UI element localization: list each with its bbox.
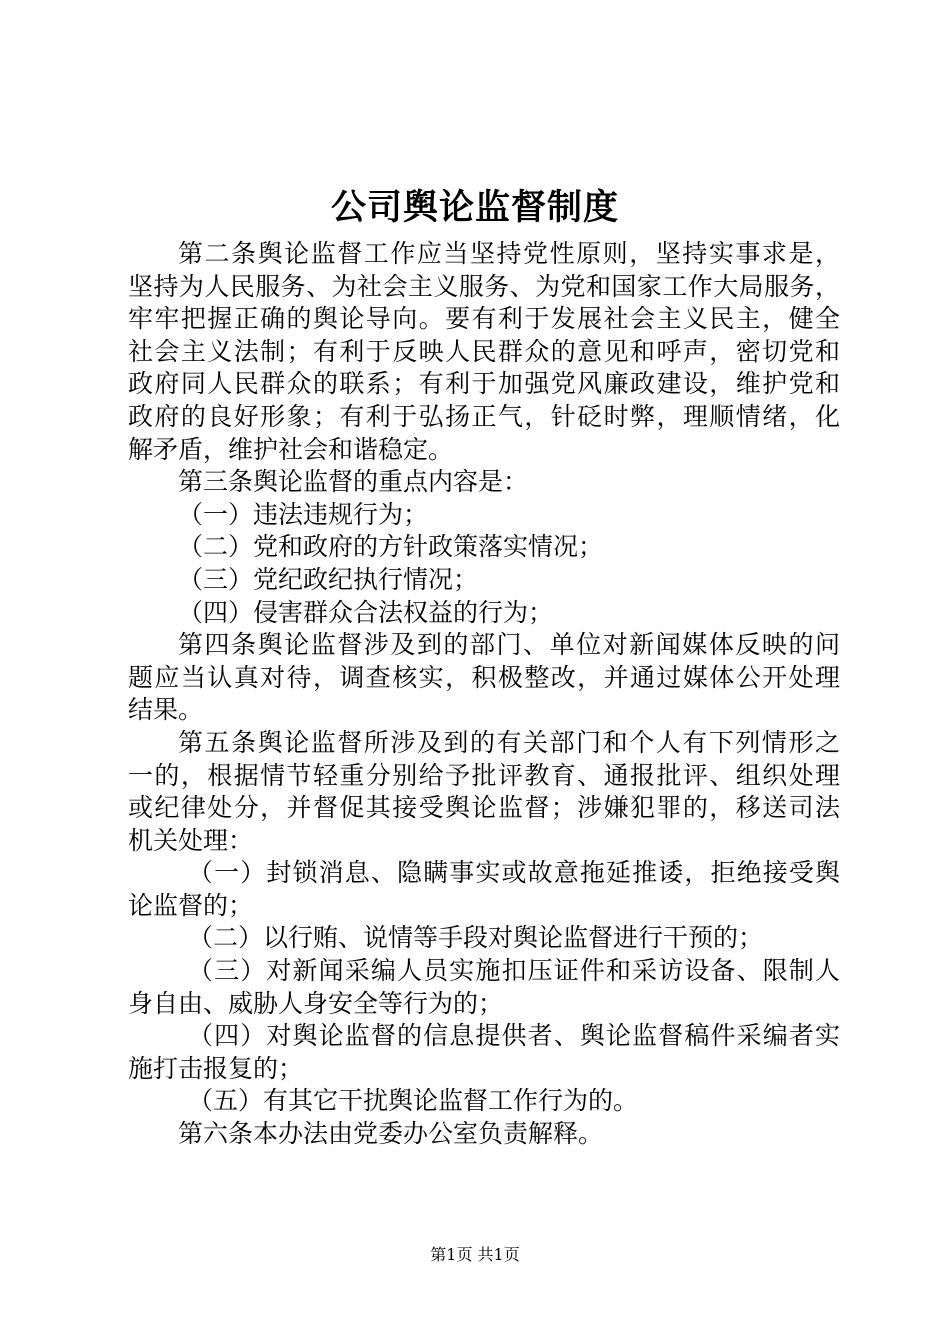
text-line: 第五条舆论监督所涉及到的有关部门和个人有下列情形之 <box>178 727 840 757</box>
list-item: （三）党纪政纪执行情况； <box>178 564 479 594</box>
list-item: 施打击报复的； <box>128 1053 304 1083</box>
text-line: 政府的良好形象；有利于弘扬正气，针砭时弊，理顺情绪，化 <box>128 401 840 431</box>
text-line: 一的，根据情节轻重分别给予批评教育、通报批评、组织处理 <box>128 760 840 790</box>
document-body <box>128 238 840 1151</box>
list-item: （二）党和政府的方针政策落实情况； <box>178 532 604 562</box>
list-item: （五）有其它干扰舆论监督工作行为的。 <box>188 1086 639 1116</box>
list-item: （三）对新闻采编人员实施扣压证件和采访设备、限制人 <box>188 956 840 986</box>
text-line: 解矛盾，维护社会和谐稳定。 <box>128 434 454 464</box>
list-item: （四）侵害群众合法权益的行为； <box>178 597 554 627</box>
text-line: 第三条舆论监督的重点内容是： <box>178 467 529 497</box>
list-item: （四）对舆论监督的信息提供者、舆论监督稿件采编者实 <box>188 1021 840 1051</box>
text-line: 题应当认真对待，调查核实，积极整改，并通过媒体公开处理 <box>128 662 840 692</box>
text-line: 政府同人民群众的联系；有利于加强党风廉政建设，维护党和 <box>128 369 840 399</box>
list-item: （二）以行贿、说情等手段对舆论监督进行干预的； <box>188 923 764 953</box>
text-line: 坚持为人民服务、为社会主义服务、为党和国家工作大局服务， <box>128 271 840 301</box>
page-footer: 第1页 共1页 <box>430 1245 520 1264</box>
text-line: 第二条舆论监督工作应当坚持党性原则，坚持实事求是， <box>178 239 840 268</box>
text-line: 第四条舆论监督涉及到的部门、单位对新闻媒体反映的问 <box>178 630 840 660</box>
list-item: 身自由、威胁人身安全等行为的； <box>128 988 504 1018</box>
text-line: 或纪律处分，并督促其接受舆论监督；涉嫌犯罪的，移送司法 <box>128 793 840 823</box>
list-item: （一）封锁消息、隐瞒事实或故意拖延推诿，拒绝接受舆 <box>188 858 840 888</box>
list-item: 论监督的； <box>128 890 254 920</box>
text-line: 牢牢把握正确的舆论导向。要有利于发展社会主义民主，健全 <box>128 304 840 334</box>
list-item: （一）违法违规行为； <box>178 499 429 529</box>
text-line: 社会主义法制；有利于反映人民群众的意见和呼声，密切党和 <box>128 336 840 366</box>
text-line: 第六条本办法由党委办公室负责解释。 <box>178 1119 604 1149</box>
document-title: 公司舆论监督制度 <box>330 187 619 228</box>
text-line: 机关处理： <box>128 825 254 855</box>
text-line: 结果。 <box>128 695 204 725</box>
